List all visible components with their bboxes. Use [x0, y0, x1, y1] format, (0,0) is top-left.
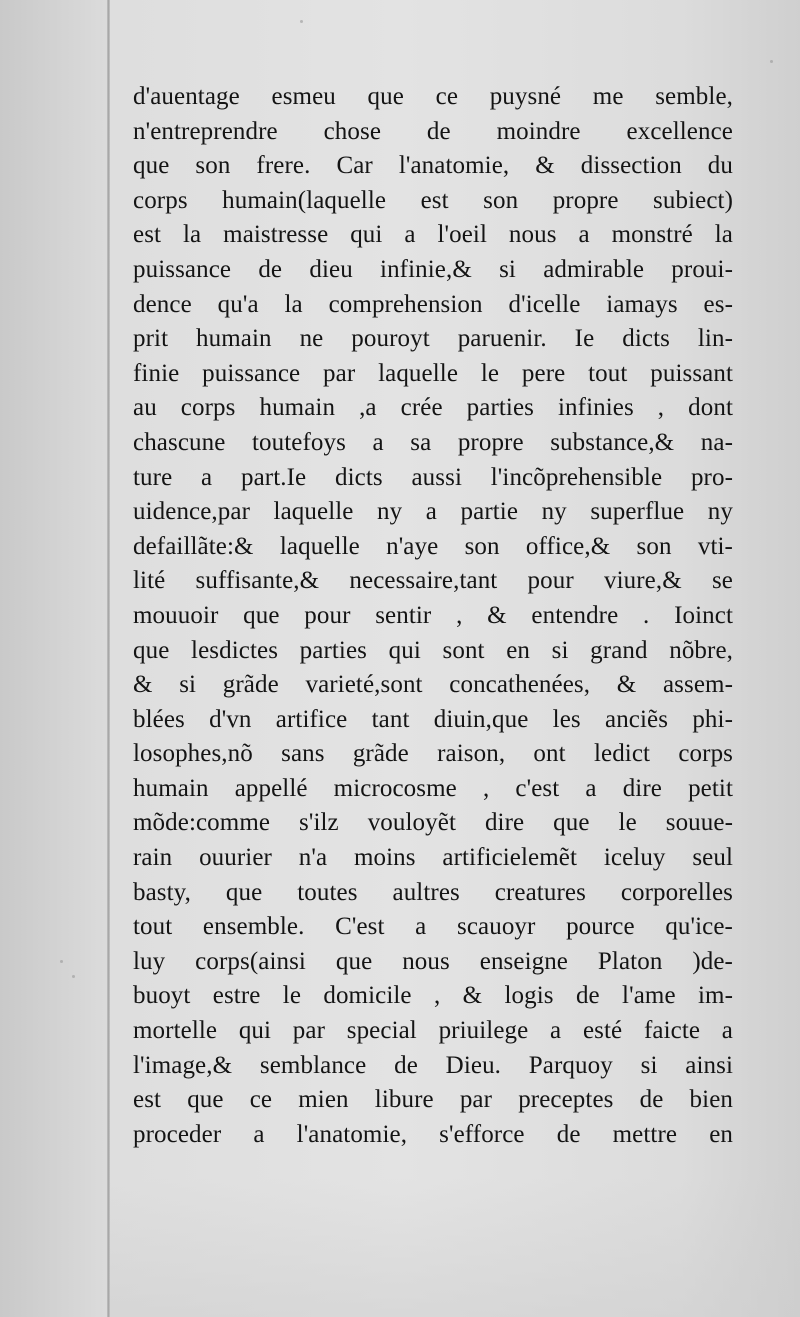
text-line: humain appellé microcosme , c'est a dire petit	[133, 774, 733, 802]
text-line: mouuoir que pour sentir , & entendre . Ioinct	[133, 601, 733, 629]
text-line: losophes,nõ sans grãde raison, ont ledict corps	[133, 740, 733, 768]
body-text	[133, 80, 733, 1152]
text-line: rain ouurier n'a moins artificielemẽt iceluy seul	[133, 844, 733, 872]
text-line: buoyt estre le domicile , & logis de l'ame im-	[133, 982, 733, 1010]
text-line: luy corps(ainsi que nous enseigne Platon )de-	[133, 947, 733, 975]
text-line: corps humain(laquelle est son propre subiect)	[133, 186, 733, 214]
text-line: defaillãte:& laquelle n'aye son office,& son vti-	[133, 532, 733, 560]
text-line: ture a part.Ie dicts aussi l'incõprehensible pro-	[133, 463, 733, 491]
text-line: basty, que toutes aultres creatures corporelles	[133, 878, 733, 906]
text-line: lité suffisante,& necessaire,tant pour viure,& se	[133, 567, 733, 595]
text-line: dence qu'a la comprehension d'icelle iamays es-	[133, 290, 733, 318]
text-line: d'auentage esmeu que ce puysné me semble,	[133, 83, 733, 110]
page-fold-line	[107, 0, 110, 1317]
paper-speck	[770, 60, 773, 63]
text-line: l'image,& semblance de Dieu. Parquoy si ainsi	[133, 1051, 733, 1079]
text-line: mõde:comme s'ilz vouloyẽt dire que le souue-	[133, 809, 733, 837]
text-line: au corps humain ,a crée parties infinies , dont	[133, 394, 733, 422]
text-line: uidence,par laquelle ny a partie ny superflue ny	[133, 498, 733, 526]
paper-speck	[300, 20, 303, 23]
text-line: puissance de dieu infinie,& si admirable proui-	[133, 255, 733, 283]
text-line: prit humain ne pouroyt paruenir. Ie dicts lin-	[133, 325, 733, 353]
text-line: est que ce mien libure par preceptes de bien	[133, 1086, 733, 1114]
text-line: chascune toutefoys a sa propre substance,& na-	[133, 428, 733, 456]
left-gutter	[0, 0, 110, 1317]
text-line: est la maistresse qui a l'oeil nous a monstré la	[133, 221, 733, 249]
text-line: mortelle qui par special priuilege a esté faicte a	[133, 1017, 733, 1045]
text-line: & si grãde varieté,sont concathenées, & assem-	[133, 671, 733, 699]
text-line: finie puissance par laquelle le pere tout puissant	[133, 359, 733, 387]
text-line: que son frere. Car l'anatomie, & dissection du	[133, 152, 733, 180]
text-line: n'entreprendre chose de moindre excellence	[133, 117, 733, 145]
text-line: blées d'vn artifice tant diuin,que les anciẽs phi-	[133, 705, 733, 733]
page-bottom-shadow	[110, 1178, 800, 1317]
paper-speck	[72, 975, 75, 978]
text-line: tout ensemble. C'est a scauoyr pource qu'ice-	[133, 913, 733, 941]
text-line: proceder a l'anatomie, s'efforce de mettre en	[133, 1120, 733, 1148]
paper-speck	[60, 960, 63, 963]
text-line: que lesdictes parties qui sont en si grand nõbre,	[133, 636, 733, 664]
